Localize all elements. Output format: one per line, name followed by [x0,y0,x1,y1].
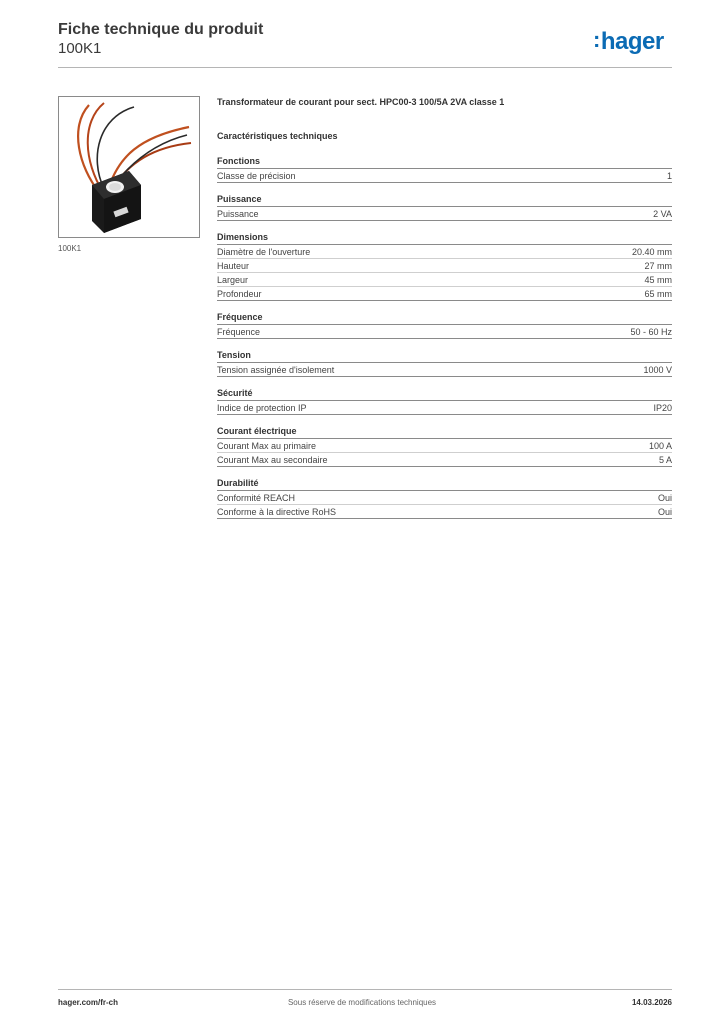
spec-row [217,401,672,415]
product-image [58,96,200,238]
spec-label: Puissance [217,209,259,219]
spec-value: 50 - 60 Hz [630,327,672,337]
hager-logo[interactable] [593,28,664,56]
spec-value: 5 A [658,455,672,465]
spec-value: 2 VA [653,209,672,219]
spec-label: Classe de précision [217,171,296,181]
spec-value: Oui [657,507,672,517]
section-heading: Courant électrique [217,426,672,439]
spec-row [217,325,672,339]
spec-label: Indice de protection IP [217,403,307,413]
product-description: Transformateur de courant pour sect. HPC00-3 100/5A 2VA classe 1 [217,97,505,107]
logo-prefix: : [593,27,600,52]
spec-section [217,232,672,301]
spec-section [217,312,672,339]
spec-label: Conformité REACH [217,493,296,503]
spec-label: Fréquence [217,327,261,337]
spec-section [217,388,672,415]
section-heading: Fréquence [217,312,672,325]
header-divider [58,67,672,68]
spec-section [217,478,672,519]
section-heading: Fonctions [217,156,672,169]
spec-row [217,505,672,519]
spec-row [217,207,672,221]
spec-label: Profondeur [217,289,262,299]
page-title: Fiche technique du produit [58,21,264,38]
spec-label: Diamètre de l'ouverture [217,247,311,257]
section-heading: Dimensions [217,232,672,245]
spec-value: 27 mm [644,261,672,271]
spec-label: Largeur [217,275,249,285]
spec-row [217,287,672,301]
spec-content [217,96,672,530]
spec-row [217,273,672,287]
spec-value: 1 [666,171,672,181]
spec-section [217,194,672,221]
characteristics-title: Caractéristiques techniques [217,131,338,141]
logo-text: hager [600,28,664,55]
spec-label: Tension assignée d'isolement [217,365,335,375]
section-heading: Durabilité [217,478,672,491]
spec-row [217,169,672,183]
footer-date: 14.03.2026 [631,998,672,1007]
spec-section [217,350,672,377]
spec-value: 100 A [648,441,672,451]
product-code: 100K1 [58,40,102,57]
spec-section [217,156,672,183]
spec-value: Oui [657,493,672,503]
spec-value: 65 mm [644,289,672,299]
spec-row [217,245,672,259]
spec-value: 1000 V [643,365,672,375]
spec-label: Hauteur [217,261,250,271]
spec-value: 45 mm [644,275,672,285]
spec-section [217,426,672,467]
spec-sections [217,156,672,519]
spec-row [217,453,672,467]
section-heading: Tension [217,350,672,363]
footer-notice: Sous réserve de modifications techniques [287,998,437,1007]
section-heading: Puissance [217,194,672,207]
section-heading: Sécurité [217,388,672,401]
spec-row [217,439,672,453]
spec-label: Courant Max au primaire [217,441,317,451]
image-caption: 100K1 [58,244,82,253]
spec-value: IP20 [653,403,672,413]
spec-row [217,363,672,377]
footer-website-link[interactable]: hager.com/fr-ch [58,998,119,1007]
spec-value: 20.40 mm [631,247,672,257]
spec-row [217,491,672,505]
current-transformer-image [59,97,199,237]
spec-label: Courant Max au secondaire [217,455,328,465]
spec-row [217,259,672,273]
spec-label: Conforme à la directive RoHS [217,507,337,517]
footer-divider [58,989,672,990]
